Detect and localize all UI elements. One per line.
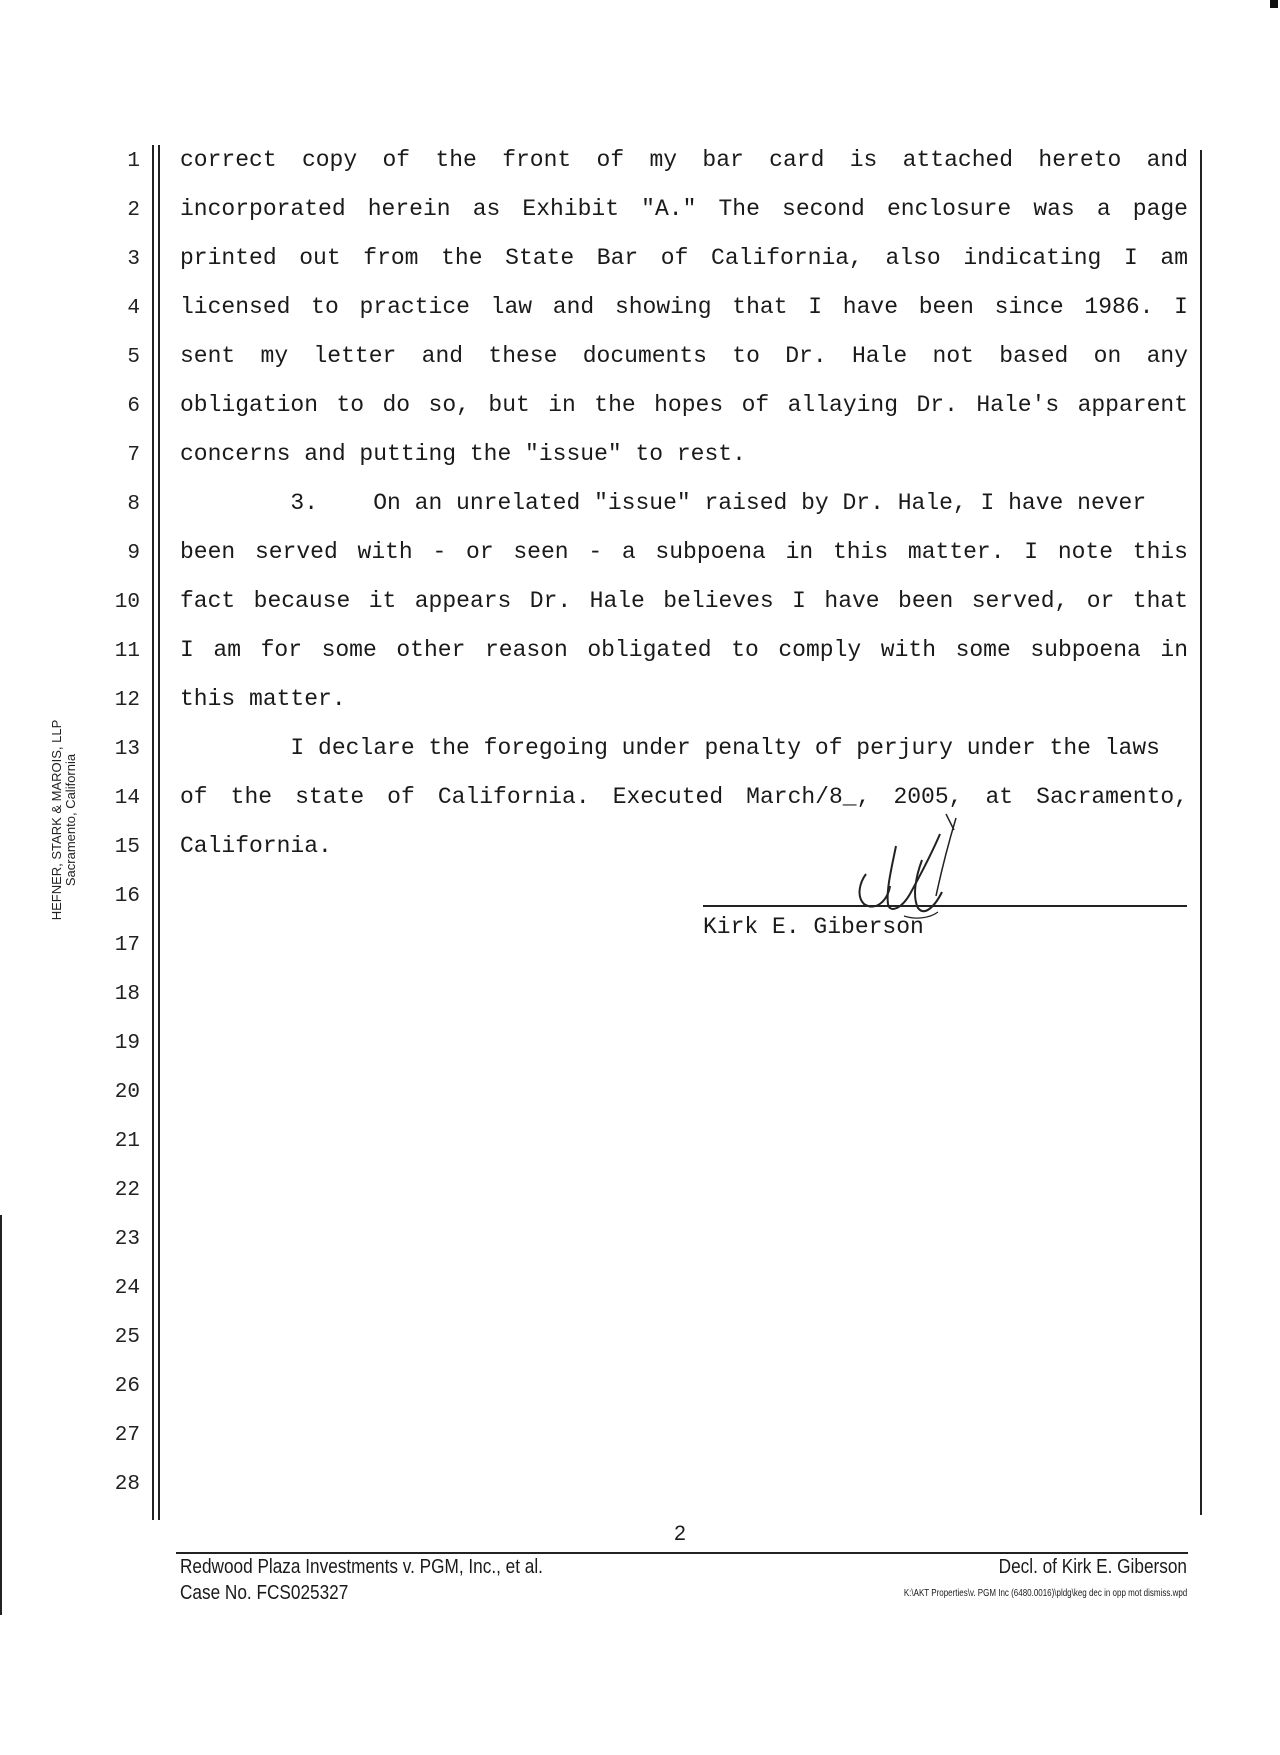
file-path: K:\AKT Properties\v. PGM Inc (6480.0016)\pldg\keg dec in opp mot dismiss.wpd — [903, 1588, 1187, 1599]
body-line: licensed to practice law and showing that I have been since 1986. I — [180, 294, 1188, 320]
line-number: 14 — [114, 787, 140, 810]
body-line: of the state of California. Executed March/8_, 2005, at Sacramento, — [180, 784, 1188, 810]
body-line: I am for some other reason obligated to comply with some subpoena in — [180, 637, 1188, 663]
line-number: 5 — [127, 346, 140, 369]
line-number: 12 — [114, 689, 140, 712]
case-title: Redwood Plaza Investments v. PGM, Inc., et al. — [180, 1556, 543, 1578]
line-number: 19 — [114, 1032, 140, 1055]
line-number: 2 — [127, 199, 140, 222]
body-line: fact because it appears Dr. Hale believes I have been served, or that — [180, 588, 1188, 614]
body-line: California. — [180, 833, 332, 859]
firm-sidebar — [50, 690, 78, 950]
line-number: 8 — [127, 493, 140, 516]
line-number: 9 — [127, 542, 140, 565]
line-number: 18 — [114, 983, 140, 1006]
scan-edge-line — [0, 1215, 2, 1615]
signer-name: Kirk E. Giberson — [703, 914, 924, 940]
pleading-rule-left-1 — [152, 145, 154, 1520]
line-number: 10 — [114, 591, 140, 614]
footer-rule — [176, 1552, 1188, 1554]
pleading-rule-left-2 — [158, 145, 160, 1520]
scan-corner-mark — [1270, 0, 1278, 8]
line-number: 3 — [127, 248, 140, 271]
line-number: 17 — [114, 934, 140, 957]
body-line: printed out from the State Bar of California, also indicating I am — [180, 245, 1188, 271]
line-number: 1 — [127, 150, 140, 173]
body-line: concerns and putting the "issue" to rest. — [180, 441, 746, 467]
line-number: 25 — [114, 1326, 140, 1349]
line-number: 26 — [114, 1375, 140, 1398]
line-number: 22 — [114, 1179, 140, 1202]
firm-name: HEFNER, STARK & MAROIS, LLP — [49, 719, 64, 921]
document-title: Decl. of Kirk E. Giberson — [998, 1556, 1187, 1578]
line-number: 21 — [114, 1130, 140, 1153]
line-number: 28 — [114, 1473, 140, 1496]
line-number: 27 — [114, 1424, 140, 1447]
body-line: 3. On an unrelated "issue" raised by Dr. Hale, I have never — [180, 490, 1147, 516]
case-number: Case No. FCS025327 — [180, 1582, 349, 1604]
line-number: 23 — [114, 1228, 140, 1251]
firm-city: Sacramento, California — [63, 753, 78, 887]
line-number: 7 — [127, 444, 140, 467]
line-number: 4 — [127, 297, 140, 320]
body-line: I declare the foregoing under penalty of perjury under the laws — [180, 735, 1160, 761]
line-number: 16 — [114, 885, 140, 908]
line-number: 20 — [114, 1081, 140, 1104]
body-line: been served with - or seen - a subpoena in this matter. I note this — [180, 539, 1188, 565]
body-line: this matter. — [180, 686, 346, 712]
line-number: 11 — [114, 640, 140, 663]
body-line: sent my letter and these documents to Dr. Hale not based on any — [180, 343, 1188, 369]
line-number: 13 — [114, 738, 140, 761]
pleading-rule-right — [1200, 150, 1202, 1515]
line-number: 6 — [127, 395, 140, 418]
page-number: 2 — [674, 1522, 686, 1545]
signature-line — [703, 905, 1187, 907]
body-line: correct copy of the front of my bar card is attached hereto and — [180, 147, 1188, 173]
line-number: 24 — [114, 1277, 140, 1300]
line-number: 15 — [114, 836, 140, 859]
body-line: obligation to do so, but in the hopes of allaying Dr. Hale's apparent — [180, 392, 1188, 418]
body-line: incorporated herein as Exhibit "A." The second enclosure was a page — [180, 196, 1188, 222]
